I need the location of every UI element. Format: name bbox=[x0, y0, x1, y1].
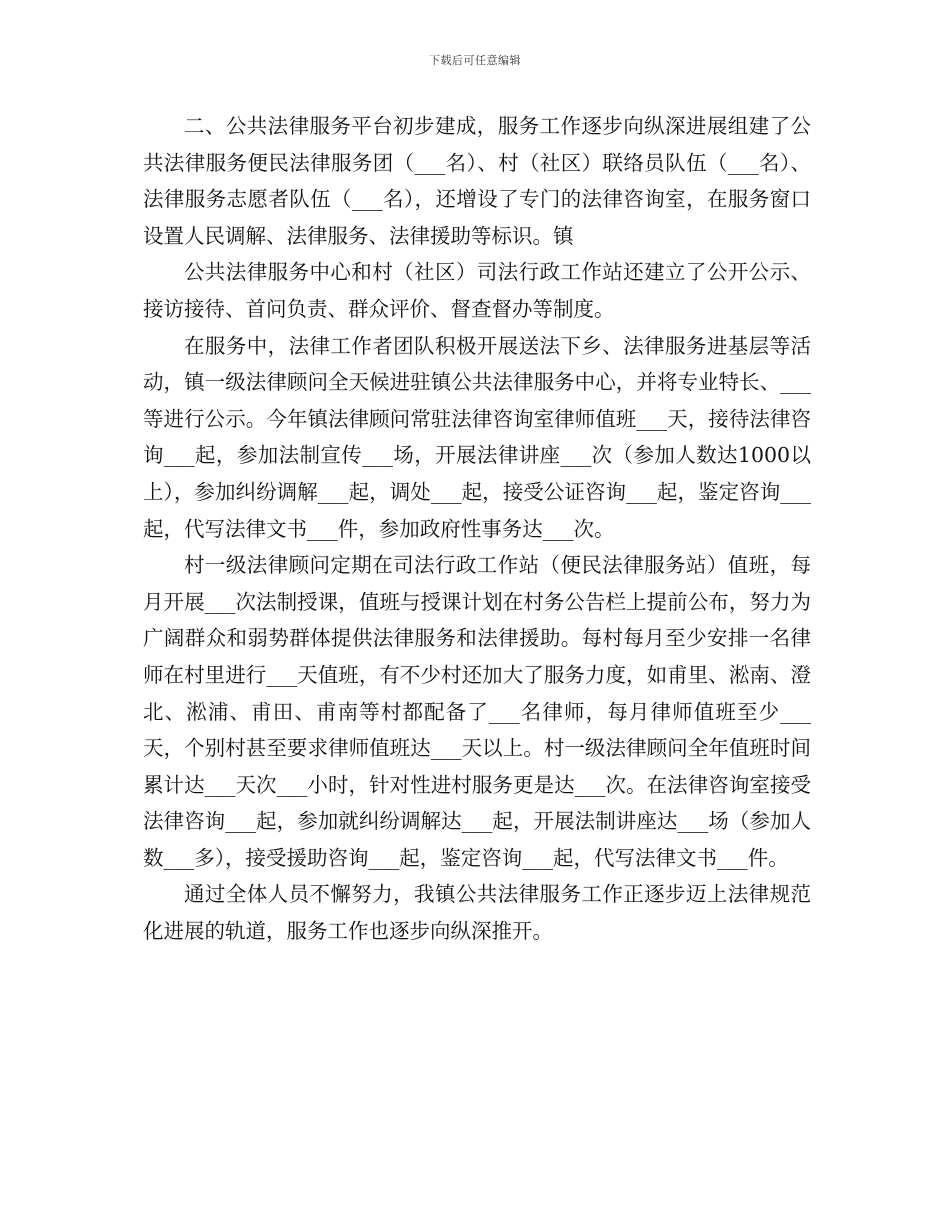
paragraph-system: 公共法律服务中心和村（社区）司法行政工作站还建立了公开公示、接访接待、首问负责、群众评价、督查督办等制度。 bbox=[143, 260, 811, 321]
paragraph-platform: 二、公共法律服务平台初步建成，服务工作逐步向纵深进展组建了公共法律服务便民法律服务团（___名）、村（社区）联络员队伍（___名）、法律服务志愿者队伍（___名），还增设了专门的法律咨询室，在服务窗口设置人民调解、法律服务、法律援助等标识。镇 bbox=[143, 114, 811, 248]
paragraph-village-service: 村一级法律顾问定期在司法行政工作站（便民法律服务站）值班，每月开展___次法制授课，值班与授课计划在村务公告栏上提前公布，努力为广阔群众和弱势群体提供法律服务和法律援助。每村每月至少安排一名律师在村里进行___天值班，有不少村还加大了服务力度，如甫里、淞南、澄北、淞浦、甫田、甫南等村都配备了___名律师，每月律师值班至少___天，个别村甚至要求律师值班达___天以上。村一级法律顾问全年值班时间累计达___天次___小时，针对性进村服务更是达___次。在法律咨询室接受法律咨询___起，参加就纠纷调解达___起，开展法制讲座达___场（参加人数___多），接受援助咨询___起，鉴定咨询___起，代写法律文书___件。 bbox=[143, 553, 811, 870]
paragraph-town-service: 在服务中，法律工作者团队积极开展送法下乡、法律服务进基层等活动，镇一级法律顾问全天候进驻镇公共法律服务中心，并将专业特长、___等进行公示。今年镇法律顾问常驻法律咨询室律师值班___天，接待法律咨询___起，参加法制宣传___场，开展法律讲座___次（参加人数达1000以上），参加纠纷调解___起，调处___起，接受公证咨询___起，鉴定咨询___起，代写法律文书___件，参加政府性事务达___次。 bbox=[143, 333, 811, 541]
page-header: 下载后可任意编辑 bbox=[429, 54, 521, 67]
document-body bbox=[143, 108, 811, 950]
paragraph-conclusion: 通过全体人员不懈努力，我镇公共法律服务工作正逐步迈上法律规范化进展的轨道，服务工作也逐步向纵深推开。 bbox=[143, 882, 811, 944]
